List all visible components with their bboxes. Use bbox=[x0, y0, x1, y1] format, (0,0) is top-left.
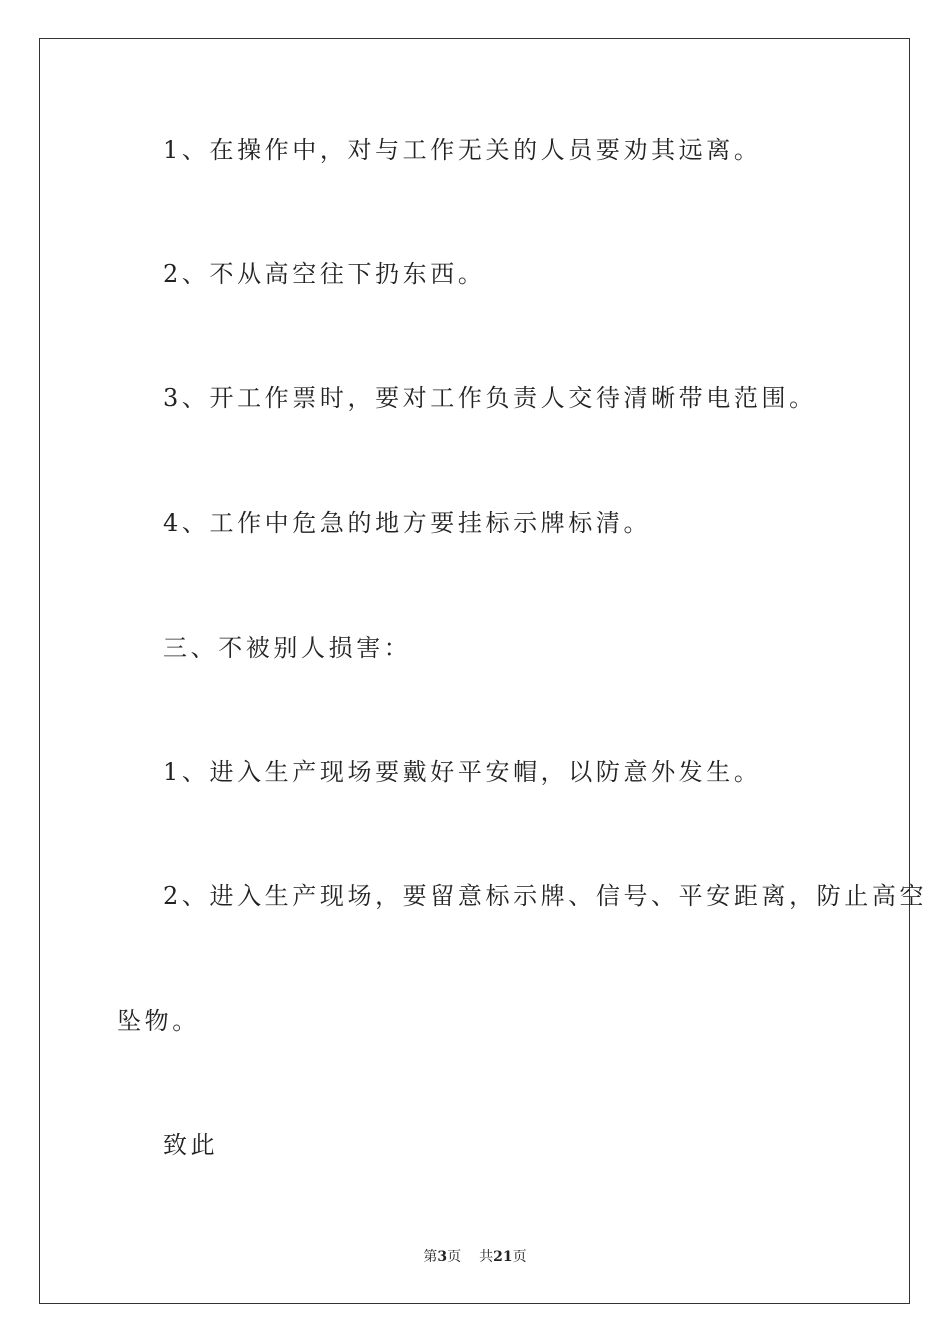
paragraph-line: 2、进入生产现场，要留意标示牌、信号、平安距离，防止高空 bbox=[163, 882, 928, 910]
paragraph-line: 3、开工作票时，要对工作负责人交待清晰带电范围。 bbox=[163, 384, 817, 412]
paragraph-line: 1、在操作中，对与工作无关的人员要劝其远离。 bbox=[163, 136, 762, 164]
footer-page-suffix: 页 bbox=[447, 1249, 462, 1265]
paragraph-line-continuation: 坠物。 bbox=[117, 1007, 200, 1035]
footer-total-pages: 21 bbox=[493, 1249, 513, 1265]
page-footer bbox=[0, 1247, 950, 1267]
paragraph-line: 4、工作中危急的地方要挂标示牌标清。 bbox=[163, 509, 652, 537]
footer-page-number: 3 bbox=[437, 1249, 448, 1265]
footer-total-prefix: 共 bbox=[479, 1249, 494, 1265]
closing-line: 致此 bbox=[163, 1131, 219, 1159]
page-border bbox=[39, 38, 910, 1304]
paragraph-line: 1、进入生产现场要戴好平安帽，以防意外发生。 bbox=[163, 758, 762, 786]
paragraph-line: 2、不从高空往下扔东西。 bbox=[163, 260, 486, 288]
section-heading: 三、不被别人损害： bbox=[163, 634, 412, 662]
footer-total-suffix: 页 bbox=[512, 1249, 527, 1265]
footer-page-prefix: 第 bbox=[423, 1249, 438, 1265]
